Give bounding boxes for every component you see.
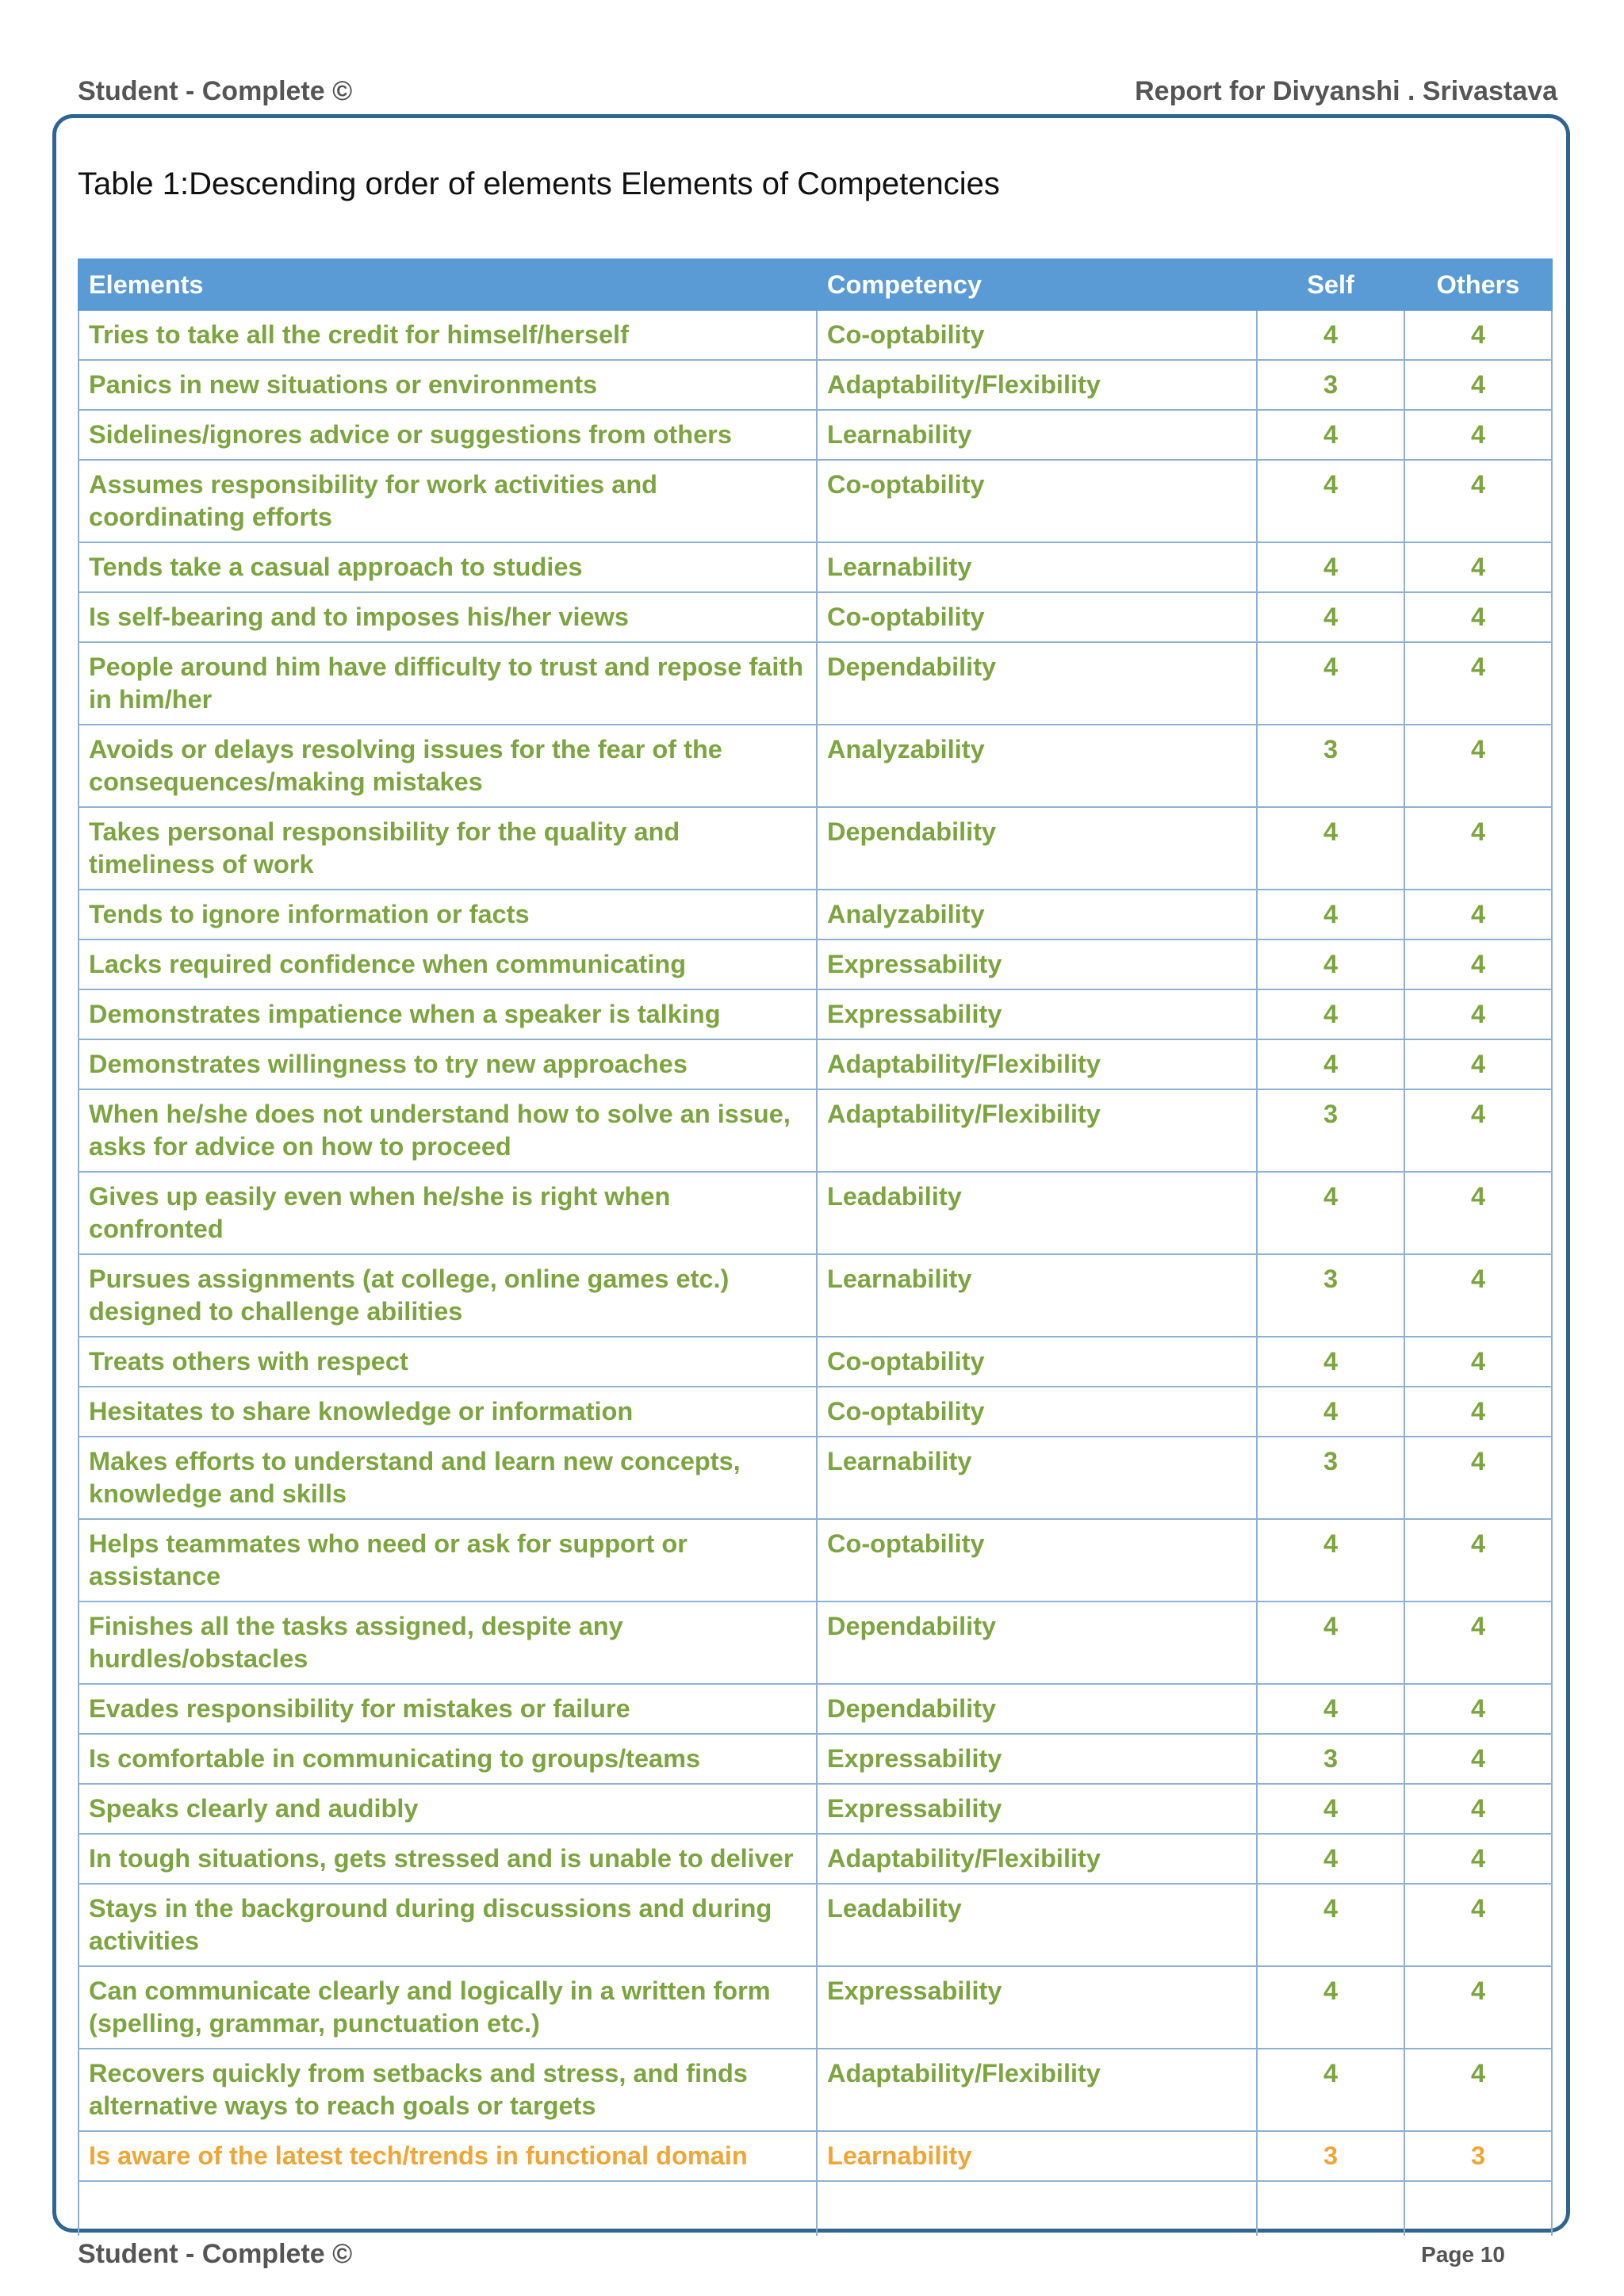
cell-others: 4 — [1404, 1834, 1552, 1884]
table-row — [79, 1172, 1552, 1254]
cell-empty — [79, 2181, 817, 2236]
cell-competency: Adaptability/Flexibility — [817, 1039, 1257, 1089]
cell-competency: Co-optability — [817, 460, 1257, 542]
cell-self: 3 — [1257, 2131, 1404, 2181]
cell-empty — [1257, 2181, 1404, 2236]
cell-self: 4 — [1257, 1172, 1404, 1254]
cell-element: Can communicate clearly and logically in a written form (spelling, grammar, punctuation etc.) — [79, 1966, 817, 2049]
table-row — [79, 1601, 1552, 1684]
table-row — [79, 1784, 1552, 1834]
cell-element: Is comfortable in communicating to groups/teams — [79, 1734, 817, 1784]
cell-element: Sidelines/ignores advice or suggestions from others — [79, 410, 817, 460]
cell-others: 4 — [1404, 1601, 1552, 1684]
cell-element: Makes efforts to understand and learn new concepts, knowledge and skills — [79, 1437, 817, 1519]
cell-self: 4 — [1257, 1784, 1404, 1834]
cell-empty — [817, 2181, 1257, 2236]
cell-others: 4 — [1404, 725, 1552, 807]
cell-empty — [1404, 2181, 1552, 2236]
cell-self: 4 — [1257, 1387, 1404, 1437]
cell-element: Speaks clearly and audibly — [79, 1784, 817, 1834]
cell-self: 4 — [1257, 1834, 1404, 1884]
cell-self: 3 — [1257, 1437, 1404, 1519]
table-row — [79, 310, 1552, 360]
cell-competency: Expressability — [817, 1966, 1257, 2049]
cell-others: 4 — [1404, 989, 1552, 1039]
cell-competency: Dependability — [817, 1601, 1257, 1684]
cell-element: Panics in new situations or environments — [79, 360, 817, 410]
cell-self: 4 — [1257, 807, 1404, 890]
cell-element: Is self-bearing and to imposes his/her views — [79, 592, 817, 642]
cell-competency: Dependability — [817, 807, 1257, 890]
cell-others: 4 — [1404, 642, 1552, 725]
cell-self: 4 — [1257, 890, 1404, 939]
table-row — [79, 1966, 1552, 2049]
cell-element: Gives up easily even when he/she is right when confronted — [79, 1172, 817, 1254]
cell-competency: Expressability — [817, 1734, 1257, 1784]
cell-others: 4 — [1404, 1437, 1552, 1519]
cell-others: 4 — [1404, 1784, 1552, 1834]
cell-self: 4 — [1257, 1039, 1404, 1089]
cell-others: 4 — [1404, 807, 1552, 890]
cell-others: 4 — [1404, 1966, 1552, 2049]
table-body — [79, 310, 1552, 2236]
cell-others: 4 — [1404, 310, 1552, 360]
cell-self: 4 — [1257, 310, 1404, 360]
cell-self: 4 — [1257, 460, 1404, 542]
cell-competency: Adaptability/Flexibility — [817, 2049, 1257, 2131]
cell-others: 4 — [1404, 542, 1552, 592]
cell-element: Assumes responsibility for work activities and coordinating efforts — [79, 460, 817, 542]
column-header-elements: Elements — [79, 259, 817, 310]
table-row — [79, 1684, 1552, 1734]
header-report-for: Report for Divyanshi . Srivastava — [1135, 76, 1557, 106]
cell-competency: Dependability — [817, 642, 1257, 725]
table-row — [79, 592, 1552, 642]
cell-element: Treats others with respect — [79, 1337, 817, 1387]
table-row — [79, 989, 1552, 1039]
table-row — [79, 807, 1552, 890]
cell-element: When he/she does not understand how to solve an issue, asks for advice on how to proceed — [79, 1089, 817, 1172]
table-row — [79, 360, 1552, 410]
cell-element: Tries to take all the credit for himself/herself — [79, 310, 817, 360]
cell-others: 4 — [1404, 1519, 1552, 1601]
cell-competency: Leadability — [817, 1884, 1257, 1966]
cell-element: Pursues assignments (at college, online games etc.) designed to challenge abilities — [79, 1254, 817, 1337]
table-row — [79, 542, 1552, 592]
cell-element: Tends to ignore information or facts — [79, 890, 817, 939]
table-row — [79, 1519, 1552, 1601]
cell-element: Hesitates to share knowledge or information — [79, 1387, 817, 1437]
cell-others: 4 — [1404, 1684, 1552, 1734]
cell-element: Demonstrates impatience when a speaker is talking — [79, 989, 817, 1039]
cell-others: 4 — [1404, 1254, 1552, 1337]
cell-competency: Co-optability — [817, 592, 1257, 642]
cell-others: 4 — [1404, 1089, 1552, 1172]
table-row-empty — [79, 2181, 1552, 2236]
cell-self: 4 — [1257, 939, 1404, 989]
cell-others: 4 — [1404, 1734, 1552, 1784]
table-row — [79, 2131, 1552, 2181]
table-row — [79, 1254, 1552, 1337]
cell-competency: Co-optability — [817, 1387, 1257, 1437]
cell-competency: Co-optability — [817, 1519, 1257, 1601]
cell-self: 4 — [1257, 1337, 1404, 1387]
cell-element: Recovers quickly from setbacks and stress, and finds alternative ways to reach goals or targets — [79, 2049, 817, 2131]
footer-left-title: Student - Complete © — [78, 2239, 353, 2269]
cell-others: 4 — [1404, 1884, 1552, 1966]
header-left-title: Student - Complete © — [78, 76, 353, 106]
table-row — [79, 642, 1552, 725]
cell-element: Lacks required confidence when communicating — [79, 939, 817, 989]
column-header-self: Self — [1257, 259, 1404, 310]
cell-competency: Analyzability — [817, 890, 1257, 939]
cell-self: 4 — [1257, 1884, 1404, 1966]
cell-element: Finishes all the tasks assigned, despite any hurdles/obstacles — [79, 1601, 817, 1684]
cell-others: 4 — [1404, 1172, 1552, 1254]
cell-competency: Leadability — [817, 1172, 1257, 1254]
table-row — [79, 1387, 1552, 1437]
cell-element: Takes personal responsibility for the quality and timeliness of work — [79, 807, 817, 890]
cell-element: Evades responsibility for mistakes or failure — [79, 1684, 817, 1734]
cell-others: 4 — [1404, 890, 1552, 939]
table-row — [79, 1734, 1552, 1784]
cell-competency: Co-optability — [817, 310, 1257, 360]
table-row — [79, 1089, 1552, 1172]
cell-self: 4 — [1257, 1601, 1404, 1684]
page-number: Page 10 — [1421, 2242, 1505, 2267]
cell-others: 4 — [1404, 939, 1552, 989]
cell-competency: Learnability — [817, 542, 1257, 592]
table-row — [79, 1884, 1552, 1966]
cell-element: Demonstrates willingness to try new approaches — [79, 1039, 817, 1089]
cell-competency: Learnability — [817, 2131, 1257, 2181]
cell-competency: Learnability — [817, 1254, 1257, 1337]
cell-others: 4 — [1404, 360, 1552, 410]
table-row — [79, 410, 1552, 460]
cell-self: 3 — [1257, 1734, 1404, 1784]
cell-self: 4 — [1257, 592, 1404, 642]
cell-self: 4 — [1257, 642, 1404, 725]
table-row — [79, 1039, 1552, 1089]
cell-self: 4 — [1257, 542, 1404, 592]
cell-self: 3 — [1257, 360, 1404, 410]
cell-competency: Co-optability — [817, 1337, 1257, 1387]
table-row — [79, 2049, 1552, 2131]
cell-others: 4 — [1404, 1039, 1552, 1089]
table-row — [79, 939, 1552, 989]
cell-competency: Dependability — [817, 1684, 1257, 1734]
cell-others: 3 — [1404, 2131, 1552, 2181]
cell-element: People around him have difficulty to trust and repose faith in him/her — [79, 642, 817, 725]
cell-others: 4 — [1404, 1337, 1552, 1387]
cell-element: Is aware of the latest tech/trends in functional domain — [79, 2131, 817, 2181]
cell-competency: Adaptability/Flexibility — [817, 1089, 1257, 1172]
competency-table — [78, 258, 1553, 2236]
cell-competency: Expressability — [817, 989, 1257, 1039]
cell-self: 4 — [1257, 2049, 1404, 2131]
cell-self: 4 — [1257, 989, 1404, 1039]
table-row — [79, 1834, 1552, 1884]
table-row — [79, 1437, 1552, 1519]
column-header-others: Others — [1404, 259, 1552, 310]
cell-self: 4 — [1257, 1519, 1404, 1601]
cell-competency: Analyzability — [817, 725, 1257, 807]
table-title: Table 1:Descending order of elements Elements of Competencies — [78, 166, 1000, 201]
table-row — [79, 890, 1552, 939]
cell-others: 4 — [1404, 592, 1552, 642]
cell-others: 4 — [1404, 2049, 1552, 2131]
cell-self: 4 — [1257, 1966, 1404, 2049]
cell-competency: Learnability — [817, 1437, 1257, 1519]
cell-competency: Adaptability/Flexibility — [817, 360, 1257, 410]
cell-element: In tough situations, gets stressed and is unable to deliver — [79, 1834, 817, 1884]
cell-element: Stays in the background during discussions and during activities — [79, 1884, 817, 1966]
cell-self: 3 — [1257, 1089, 1404, 1172]
cell-others: 4 — [1404, 410, 1552, 460]
cell-others: 4 — [1404, 1387, 1552, 1437]
cell-competency: Expressability — [817, 939, 1257, 989]
table-header-row — [79, 259, 1552, 310]
column-header-competency: Competency — [817, 259, 1257, 310]
table-row — [79, 725, 1552, 807]
cell-self: 4 — [1257, 1684, 1404, 1734]
table-row — [79, 460, 1552, 542]
cell-element: Tends take a casual approach to studies — [79, 542, 817, 592]
cell-competency: Adaptability/Flexibility — [817, 1834, 1257, 1884]
cell-self: 3 — [1257, 725, 1404, 807]
cell-self: 4 — [1257, 410, 1404, 460]
cell-others: 4 — [1404, 460, 1552, 542]
cell-element: Helps teammates who need or ask for support or assistance — [79, 1519, 817, 1601]
cell-competency: Learnability — [817, 410, 1257, 460]
cell-element: Avoids or delays resolving issues for the fear of the consequences/making mistakes — [79, 725, 817, 807]
cell-competency: Expressability — [817, 1784, 1257, 1834]
table-row — [79, 1337, 1552, 1387]
cell-self: 3 — [1257, 1254, 1404, 1337]
